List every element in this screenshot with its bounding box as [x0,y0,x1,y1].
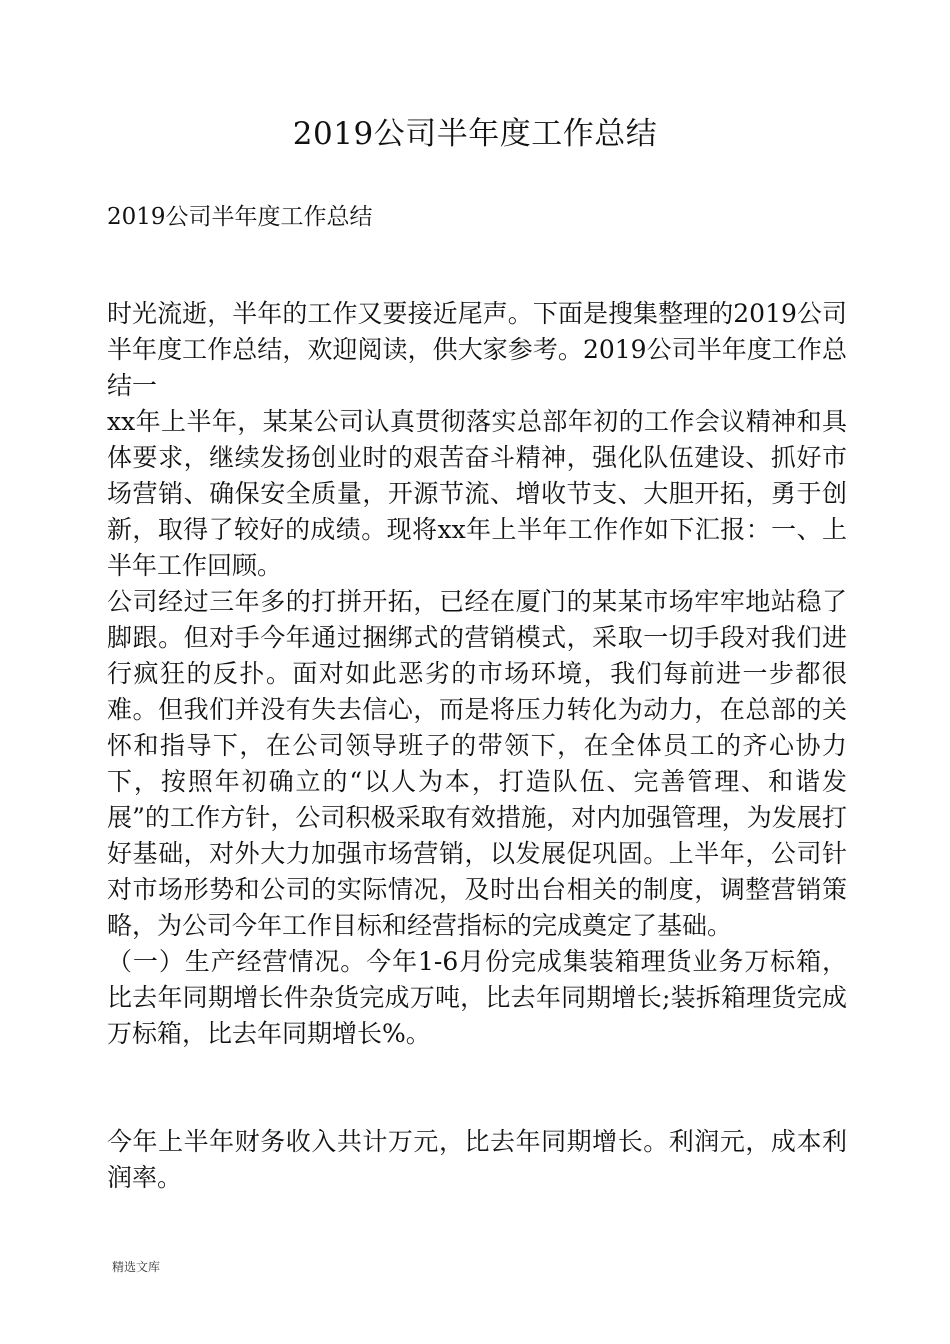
paragraph-summary: xx年上半年，某某公司认真贯彻落实总部年初的工作会议精神和具体要求，继续发扬创业时的艰苦奋斗精神，强化队伍建设、抓好市场营销、确保安全质量，开源节流、增收节支、大胆开拓，勇于创新，取得了较好的成绩。现将xx年上半年工作作如下汇报：一、上半年工作回顾。 [107,407,847,580]
document-subtitle: 2019公司半年度工作总结 [107,204,373,230]
footer-watermark: 精选文库 [112,1260,161,1274]
paragraph-operations: （一）生产经营情况。今年1-6月份完成集装箱理货业务万标箱，比去年同期增长件杂货完成万吨，比去年同期增长;装拆箱理货完成万标箱，比去年同期增长%。 [107,947,847,1048]
paragraph-finance: 今年上半年财务收入共计万元，比去年同期增长。利润元，成本利润率。 [107,1127,847,1192]
paragraph-spacer [107,1052,847,1124]
paragraph-intro: 时光流逝，半年的工作又要接近尾声。下面是搜集整理的2019公司半年度工作总结，欢迎阅读，供大家参考。2019公司半年度工作总结一 [107,299,847,400]
document-title: 2019公司半年度工作总结 [292,116,658,152]
document-body [107,296,847,1196]
paragraph-review: 公司经过三年多的打拼开拓，已经在厦门的某某市场牢牢地站稳了脚跟。但对手今年通过捆绑式的营销模式，采取一切手段对我们进行疯狂的反扑。面对如此恶劣的市场环境，我们每前进一步都很难。但我们并没有失去信心，而是将压力转化为动力，在总部的关怀和指导下，在公司领导班子的带领下，在全体员工的齐心协力下，按照年初确立的“以人为本，打造队伍、完善管理、和谐发展”的工作方针，公司积极采取有效措施，对内加强管理，为发展打好基础，对外大力加强市场营销，以发展促巩固。上半年，公司针对市场形势和公司的实际情况，及时出台相关的制度，调整营销策略，为公司今年工作目标和经营指标的完成奠定了基础。 [107,587,847,940]
